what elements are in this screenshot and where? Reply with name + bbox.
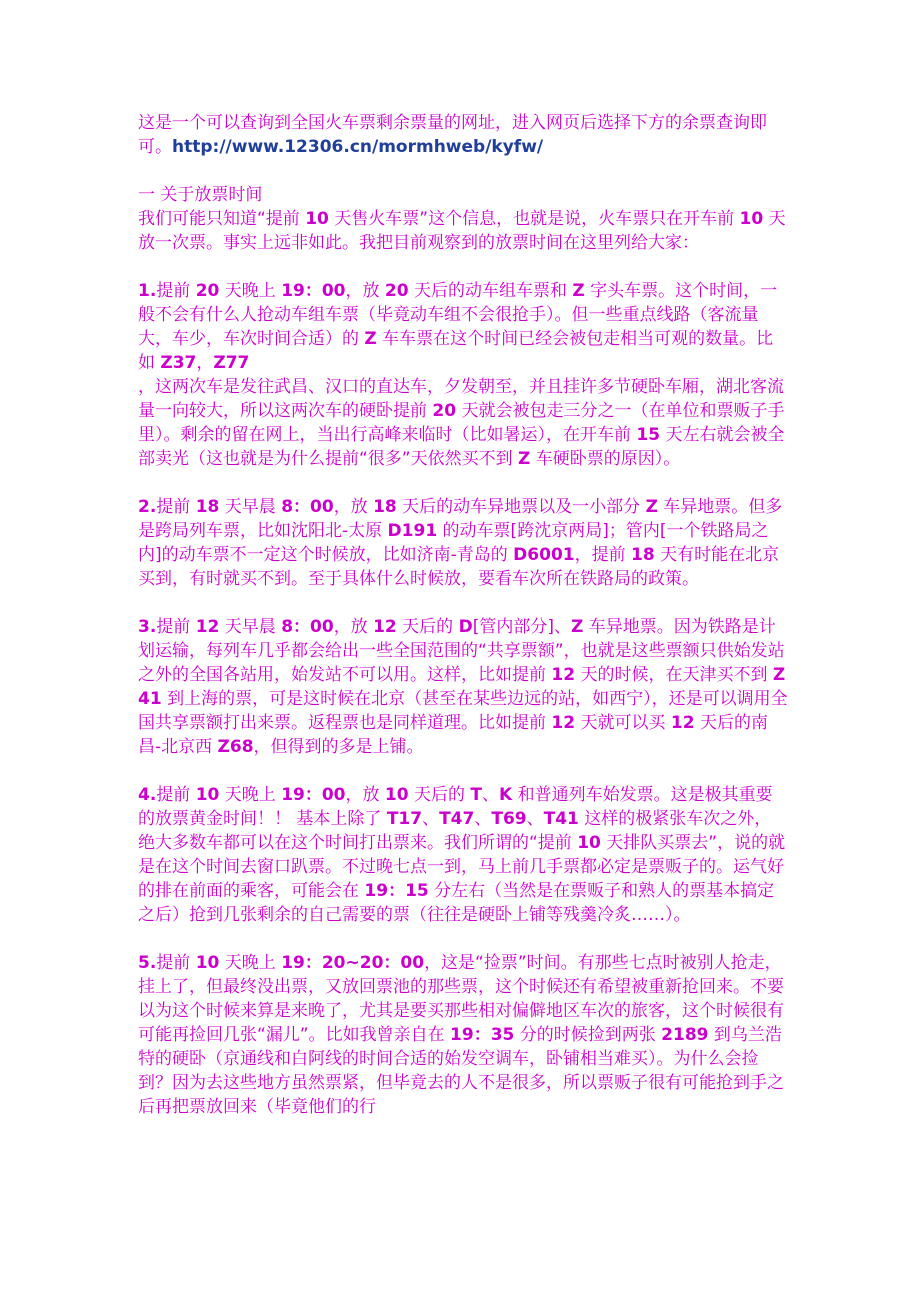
intro-paragraph	[138, 111, 788, 159]
document-page	[138, 111, 788, 1143]
section-1-lead: 我们可能只知道“提前 10 天售火车票”这个信息，也就是说，火车票只在开车前 10 天放一次票。事实上远非如此。我把目前观察到的放票时间在这里列给大家：	[138, 209, 786, 253]
release-item-1-continued: ，这两次车是发往武昌、汉口的直达车，夕发朝至，并且挂许多节硬卧车厢，湖北客流量一向较大，所以这两次车的硬卧提前 20 天就会被包走三分之一（在单位和票贩子手里）。剩余的留在网上，当出行高峰来临时（比如暑运），在开车前 15 天左右就会被全部卖光（这也就是为什么提前“很多”天依然买不到 Z 车硬卧票的原因）。	[138, 377, 785, 469]
intro-text: 这是一个可以查询到全国火车票剩余票量的网址，进入网页后选择下方的余票查询即可。	[138, 113, 767, 157]
section-1-heading: 一 关于放票时间	[138, 185, 263, 205]
release-item-4: 4.提前 10 天晚上 19：00，放 10 天后的 T、K 和普通列车始发票。这是极其重要的放票黄金时间！！ 基本上除了 T17、T47、T69、T41 这样的极紧张车次之外，绝大多数车都可以在这个时间打出票来。我们所谓的“提前 10 天排队买票去”，说的就是在这个时间去窗口趴票。不过晚七点一到，马上前几手票都必定是票贩子的。运气好的排在前面的乘客，可能会在 19：15 分左右（当然是在票贩子和熟人的票基本搞定之后）抢到几张剩余的自己需要的票（往往是硬卧上铺等残羹冷炙……）。	[138, 785, 786, 925]
release-item-2: 2.提前 18 天早晨 8：00，放 18 天后的动车异地票以及一小部分 Z 车异地票。但多是跨局列车票，比如沈阳北-太原 D191 的动车票[跨沈京两局]；管内[一个铁路局之内]的动车票不一定这个时候放，比如济南-青岛的 D6001，提前 18 天有时能在北京买到，有时就买不到。至于具体什么时候放，要看车次所在铁路局的政策。	[138, 497, 783, 589]
release-item-3: 3.提前 12 天早晨 8：00，放 12 天后的 D[管内部分]、Z 车异地票。因为铁路是计划运输，每列车几乎都会给出一些全国范围的“共享票额”，也就是这些票额只供始发站之外的全国各站用，始发站不可以用。这样，比如提前 12 天的时候，在天津买不到 Z41 到上海的票，可是这时候在北京（甚至在某些边远的站，如西宁），还是可以调用全国共享票额打出来票。返程票也是同样道理。比如提前 12 天就可以买 12 天后的南昌-北京西 Z68，但得到的多是上铺。	[138, 617, 788, 757]
ticket-query-url-link[interactable]: http://www.12306.cn/mormhweb/kyfw/	[172, 137, 544, 157]
release-item-5: 5.提前 10 天晚上 19：20~20：00，这是“捡票”时间。有那些七点时被别人抢走，挂上了，但最终没出票，又放回票池的那些票，这个时候还有希望被重新抢回来。不要以为这个时候来算是来晚了，尤其是要买那些相对偏僻地区车次的旅客，这个时候很有可能再捡回几张“漏儿”。比如我曾亲自在 19：35 分的时候捡到两张 2189 到乌兰浩特的硬卧（京通线和白阿线的时间合适的始发空调车，卧铺相当难买）。为什么会捡到？因为去这些地方虽然票紧，但毕竟去的人不是很多，所以票贩子很有可能抢到手之后再把票放回来（毕竟他们的行	[138, 953, 784, 1117]
release-item-1: 1.提前 20 天晚上 19：00，放 20 天后的动车组车票和 Z 字头车票。这个时间，一般不会有什么人抢动车组车票（毕竟动车组不会很抢手）。但一些重点线路（客流量大，车少，车次时间合适）的 Z 车车票在这个时间已经会被包走相当可观的数量。比如 Z37，Z77	[138, 281, 778, 373]
